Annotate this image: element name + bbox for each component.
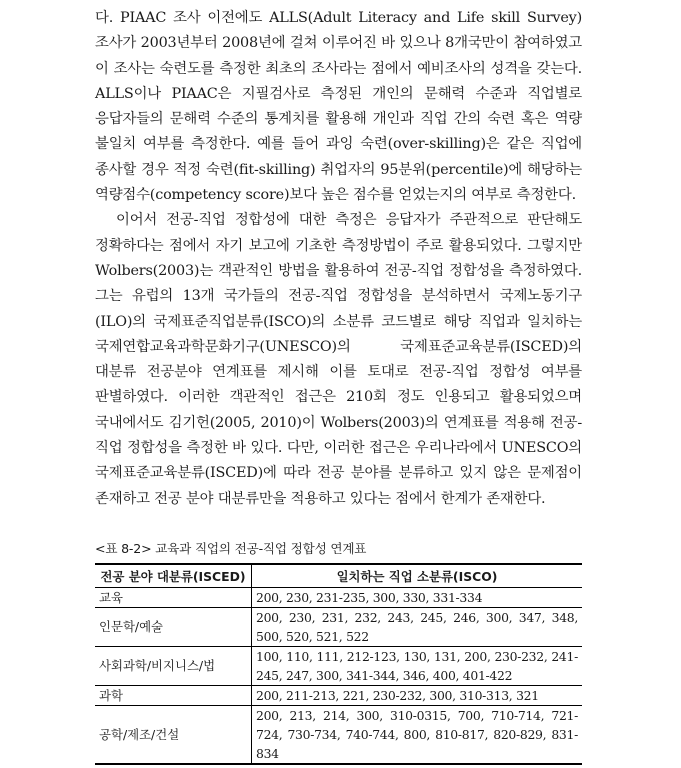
field-cell: 공학/제조/건설: [95, 705, 252, 764]
table-row: [95, 587, 582, 607]
table-row: [95, 705, 582, 764]
document-page: [95, 6, 582, 765]
codes-cell: 200, 230, 231-235, 300, 330, 331-334: [252, 587, 583, 607]
codes-cell: 200, 213, 214, 300, 310-0315, 700, 710-714, 721-724, 730-734, 740-744, 800, 810-817, 820-829, 831-834: [252, 705, 583, 764]
body-paragraph-2: 이어서 전공-직업 정합성에 대한 측정은 응답자가 주관적으로 판단해도 정확하다는 점에서 자기 보고에 기초한 측정방법이 주로 활용되었다. 그렇지만 Wolbers(2003)는 객관적인 방법을 활용하여 전공-직업 정합성을 측정하였다. 그는 유럽의 13개 국가들의 전공-직업 정합성을 분석하면서 국제노동기구(ILO)의 국제표준직업분류(ISCO)의 소분류 코드별로 해당 직업과 일치하는 국제연합교육과학문화기구(UNESCO)의 국제표준교육분류(ISCED)의 대분류 전공분야 연계표를 제시해 이를 토대로 전공-직업 정합성 여부를 판별하였다. 이러한 객관적인 접근은 210회 정도 인용되고 활용되었으며 국내에서도 김기헌(2005, 2010)이 Wolbers(2003)의 연계표를 적용해 전공-직업 정합성을 측정한 바 있다. 다만, 이러한 접근은 우리나라에서 UNESCO의 국제표준교육분류(ISCED)에 따라 전공 분야를 분류하고 있지 않은 문제점이 존재하고 전공 분야 대분류만을 적용하고 있다는 점에서 한계가 존재한다.: [95, 212, 582, 507]
field-cell: 인문학/예술: [95, 607, 252, 646]
field-cell: 교육: [95, 587, 252, 607]
table-row: [95, 607, 582, 646]
table-row: [95, 646, 582, 685]
table-row: [95, 685, 582, 705]
codes-cell: 200, 211-213, 221, 230-232, 300, 310-313, 321: [252, 685, 583, 705]
field-cell: 과학: [95, 685, 252, 705]
table-header-row: [95, 564, 582, 588]
linkage-table: [95, 563, 582, 765]
codes-cell: 200, 230, 231, 232, 243, 245, 246, 300, 347, 348, 500, 520, 521, 522: [252, 607, 583, 646]
codes-cell: 100, 110, 111, 212-123, 130, 131, 200, 230-232, 241-245, 247, 300, 341-344, 346, 400, 401-422: [252, 646, 583, 685]
body-paragraph-1: 다. PIAAC 조사 이전에도 ALLS(Adult Literacy and Life skill Survey) 조사가 2003년부터 2008년에 걸쳐 이루어진 바 있으나 8개국만이 참여하였고 이 조사는 숙련도를 측정한 최초의 조사라는 점에서 예비조사의 성격을 갖는다. ALLS이나 PIAAC은 지필검사로 측정된 개인의 문해력 수준과 직업별로 응답자들의 문해력 수준의 통계치를 활용해 개인과 직업 간의 숙련 혹은 역량 불일치 여부를 측정한다. 예를 들어 과잉 숙련(over-skilling)은 같은 직업에 종사할 경우 적정 숙련(fit-skilling) 취업자의 95분위(percentile)에 해당하는 역량점수(competency score)보다 높은 점수를 얻었는지의 여부로 측정한다.: [95, 10, 582, 204]
header-isco-codes: 일치하는 직업 소분류(ISCO): [252, 564, 583, 588]
field-cell: 사회과학/비지니스/법: [95, 646, 252, 685]
header-isced-field: 전공 분야 대분류(ISCED): [95, 564, 252, 588]
table-caption: <표 8-2> 교육과 직업의 전공-직업 정합성 연계표: [95, 540, 367, 556]
